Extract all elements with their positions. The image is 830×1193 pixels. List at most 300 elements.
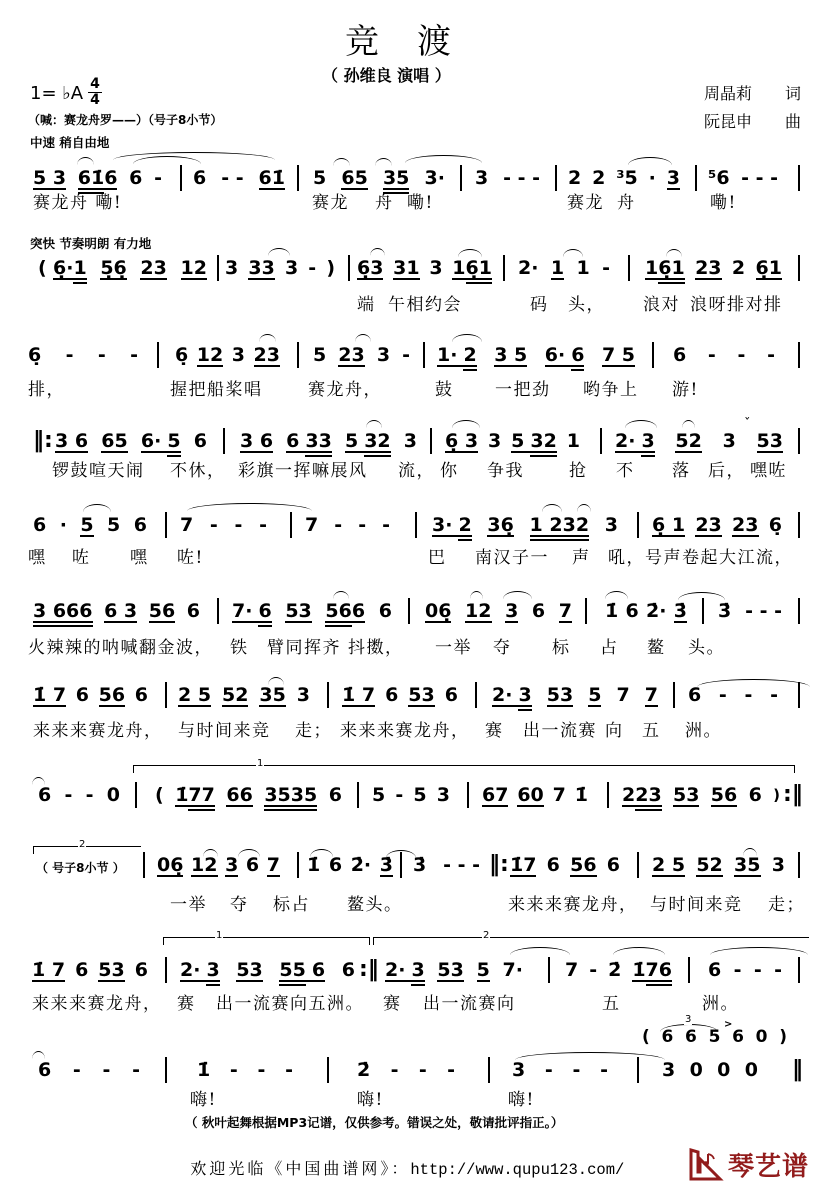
note: 5: [107, 514, 121, 536]
measure: [688, 685, 778, 715]
lyric: 走；: [295, 721, 332, 741]
lyric: 彩旗一挥嘛展风: [238, 461, 368, 481]
lyric: 五: [602, 994, 621, 1014]
note: 2̇: [357, 1059, 371, 1081]
note-group: 55: [279, 959, 306, 981]
rest: 0: [755, 1027, 768, 1047]
note-group: 60: [517, 784, 544, 806]
note: 3: [518, 684, 532, 706]
slur: [77, 157, 94, 165]
note: 7: [552, 784, 566, 806]
note: 2·: [492, 684, 513, 706]
lyric: 来来来赛龙舟，: [33, 721, 163, 741]
barline: [165, 1057, 167, 1083]
barline: [798, 342, 800, 368]
note-group: 3535: [264, 784, 318, 806]
note-group: 53: [673, 784, 700, 806]
note: 2·: [385, 959, 406, 981]
volta-number: 1: [216, 930, 223, 941]
measure: [307, 855, 393, 885]
measure: [482, 785, 588, 815]
lyric: 嗨!: [357, 1090, 384, 1110]
measure: [445, 431, 580, 461]
slur: [470, 591, 483, 599]
note-group: 53: [437, 959, 464, 981]
note-group: 52: [221, 684, 249, 706]
lyric: 头，: [568, 295, 605, 315]
barline: [327, 1057, 329, 1083]
note: 2̇·: [646, 600, 667, 622]
note: 5: [344, 430, 359, 452]
note: 7·: [232, 600, 253, 622]
measure: [38, 1060, 140, 1090]
close-parenthesis: ): [779, 1027, 787, 1047]
note: 7: [305, 514, 319, 536]
lyric: 抖擞，: [348, 638, 404, 658]
lyric: 浪对: [643, 295, 680, 315]
dash: -: [770, 684, 778, 706]
trumpet-call-note: （ 号子8小节 ）: [36, 861, 125, 875]
note: 3: [641, 430, 655, 452]
dash: -: [733, 959, 742, 981]
note: 6: [531, 600, 546, 622]
note-group: 6 3: [104, 600, 138, 622]
measure: [33, 601, 200, 631]
note-group: 12: [465, 600, 492, 622]
close-parenthesis: ): [773, 786, 780, 804]
note: 1: [73, 257, 87, 279]
dash: -: [572, 1059, 581, 1081]
barline: [637, 1057, 639, 1083]
lyric: 与时间来竞: [178, 721, 271, 741]
lyric: 嘞!: [407, 193, 434, 213]
note: 2: [568, 167, 582, 189]
note: 2: [458, 514, 472, 536]
note: 1̇: [307, 854, 321, 876]
open-parenthesis: (: [38, 257, 47, 279]
lyric: 嘿: [130, 548, 149, 568]
transcriber-note: （ 秋叶起舞根据MP3记谱，仅供参考。错误之处，敬请批评指正。）: [185, 1115, 564, 1130]
lyric: 咗: [72, 548, 91, 568]
lyric: 赛龙: [567, 193, 604, 213]
measure: [372, 785, 450, 815]
slur: [83, 504, 111, 512]
barline: [503, 255, 505, 281]
barline: [165, 682, 167, 708]
slur: [510, 947, 570, 955]
note-group: 1̇7: [510, 854, 537, 876]
site-url: http://www.qupu123.com/: [410, 1161, 625, 1179]
lyrics-line-2: [0, 296, 830, 316]
note-group: 53: [756, 430, 783, 452]
measure: [53, 258, 207, 288]
note-group: 23: [732, 514, 759, 536]
note: 3: [475, 167, 489, 189]
note: 2·: [615, 430, 636, 452]
note: 3: [231, 344, 245, 366]
volta-number: 2: [79, 839, 86, 850]
note-group: 36̣: [487, 514, 514, 536]
tie-end: [32, 1051, 45, 1059]
note-group: 76: [645, 959, 672, 981]
note-group: 35: [734, 854, 761, 876]
lyric: 来来来赛龙舟，: [508, 895, 638, 915]
breath-mark: ˇ: [744, 417, 751, 432]
dot: ·: [648, 167, 656, 189]
barline: [488, 1057, 490, 1083]
measure: [240, 431, 417, 461]
accent-mark: >: [724, 1019, 733, 1030]
note-group: [325, 601, 365, 623]
tuplet-number: 3: [685, 1014, 692, 1025]
note-group: [345, 431, 391, 453]
dot: ·: [59, 514, 67, 536]
barline: [460, 165, 462, 191]
note: 5: [80, 514, 94, 536]
dash: -: [234, 514, 243, 536]
measure: [305, 515, 390, 545]
measure: [225, 258, 335, 288]
tie: [710, 947, 808, 955]
lyric: 标: [552, 638, 571, 658]
note: 2: [463, 344, 477, 366]
measure: [180, 515, 267, 545]
measure: [708, 960, 782, 990]
barline: [798, 165, 800, 191]
note: 6: [378, 600, 392, 622]
measure: [615, 431, 783, 461]
rest: 0: [689, 1059, 703, 1081]
note-group: 1̇ 7: [32, 959, 66, 981]
dash: -: [447, 1059, 455, 1081]
volta-number: 2: [483, 930, 490, 941]
note: 6: [38, 1059, 52, 1081]
note: 6̣: [28, 344, 42, 366]
barline: [223, 428, 225, 454]
barline: [157, 342, 159, 368]
dash: -: [753, 959, 762, 981]
lyric: 南汉子一: [475, 548, 549, 568]
note: 3: [436, 784, 450, 806]
lyric: 锣鼓喧天闹: [52, 461, 145, 481]
note: 6: [708, 959, 722, 981]
dash: -: [602, 257, 610, 279]
lyric: 码: [530, 295, 549, 315]
note: 3: [666, 167, 680, 189]
measure: [32, 960, 148, 990]
lyrics-line-1: [0, 194, 830, 214]
lyric: 不: [616, 461, 635, 481]
rest: 0: [717, 1059, 731, 1081]
composer-name: 阮昆申: [704, 112, 753, 131]
note: 2: [622, 784, 636, 806]
note: 6: [134, 959, 148, 981]
repeat-end: :‖: [359, 957, 379, 982]
note-group: [78, 168, 118, 190]
note: 5: [313, 344, 327, 366]
volta-number: 1: [257, 758, 264, 769]
note-group: 56: [710, 784, 738, 806]
note-group: 6̣1: [658, 257, 685, 279]
lyric: 一把劲: [495, 380, 551, 400]
note-group: 35: [259, 684, 286, 706]
note: 3·: [424, 167, 445, 189]
lyric: 落: [672, 461, 691, 481]
note-group: [645, 258, 685, 280]
time-signature: [88, 78, 102, 107]
barline: [695, 165, 697, 191]
note: 6: [33, 514, 47, 536]
lyric: 浪呀排对排: [690, 295, 783, 315]
staff-line-2: [0, 258, 830, 288]
note: 6: [732, 1027, 744, 1047]
note-group: 32: [530, 430, 557, 452]
rest: 0: [106, 784, 120, 806]
note: 1̇: [605, 600, 619, 622]
lyric: 一举: [435, 638, 472, 658]
note: 6: [571, 344, 585, 366]
note: 5: [708, 1027, 721, 1047]
note-group: 23: [338, 344, 365, 366]
slur: [542, 504, 562, 512]
note-group: 33: [305, 430, 332, 452]
lyrics-line-5: [0, 549, 830, 569]
note-group: [141, 431, 181, 453]
measure: [313, 345, 410, 375]
staff-line-5: [0, 515, 830, 545]
measure: [28, 345, 138, 375]
dash: -: [600, 1059, 608, 1081]
close-parenthesis: ): [326, 257, 335, 279]
barline: [475, 682, 477, 708]
lyric: 吼，号声卷起大江流，: [608, 548, 793, 568]
note: 6: [351, 600, 366, 622]
note-group: 65: [341, 167, 368, 189]
measure: [718, 601, 782, 631]
measure: [652, 855, 785, 885]
dash: - - -: [741, 167, 778, 189]
lyric: 夺: [230, 895, 249, 915]
site-welcome: [170, 1137, 624, 1193]
dash: -: [737, 344, 746, 366]
lyric: 占: [600, 638, 619, 658]
slur: [563, 249, 583, 257]
staff-line-6: [0, 601, 830, 631]
note-group: 6̣3: [357, 257, 384, 279]
note-group: 3 6: [55, 430, 89, 452]
note-group: 7 5: [601, 344, 635, 366]
dash: -: [154, 167, 162, 189]
note-group: [432, 515, 472, 537]
note: 6: [673, 344, 687, 366]
note-group: 1̇ 7: [342, 684, 376, 706]
note-group: [622, 785, 662, 807]
dash: -: [395, 784, 404, 806]
note: 6: [688, 684, 702, 706]
lyric: 后，: [708, 461, 745, 481]
note: 6: [625, 600, 639, 622]
dash: -: [382, 514, 390, 536]
volta-bracket-first: [163, 930, 370, 945]
barline: [798, 957, 800, 983]
time-numerator: 4: [90, 76, 100, 92]
lyricist-name: 周晶莉: [704, 84, 753, 103]
note: 6: [286, 430, 300, 452]
slur: [682, 420, 695, 428]
note: 6: [748, 784, 762, 806]
note: 1̇: [632, 959, 646, 981]
note: 6: [444, 684, 458, 706]
dash: -: [285, 1059, 293, 1081]
note: 5: [313, 167, 327, 189]
dash: -: [64, 784, 73, 806]
lyric: 舟: [617, 193, 636, 213]
note: 6: [104, 167, 118, 189]
dash: -: [774, 959, 782, 981]
dash: -: [707, 344, 716, 366]
lyric: 嘿: [28, 548, 47, 568]
lyric: 鳌头。: [347, 895, 403, 915]
note-group: 23: [253, 344, 280, 366]
lyric: 赛: [383, 994, 402, 1014]
note-group: 23: [635, 784, 662, 806]
lyric: 洲。: [685, 721, 722, 741]
slur: [625, 420, 657, 428]
lyric: 不休，: [170, 461, 226, 481]
composer-role: 曲: [785, 112, 802, 131]
measure: [565, 960, 672, 990]
dash: -: [308, 257, 317, 279]
note: 2̇·: [350, 854, 372, 876]
tie: [187, 503, 312, 511]
tempo-marking-intro: 中速 稍自由地: [30, 135, 110, 150]
measure: [55, 431, 207, 461]
note-group: 56: [570, 854, 597, 876]
lyric: 向: [605, 721, 624, 741]
tie: [515, 1052, 665, 1060]
note: 6: [186, 600, 200, 622]
note: 7: [180, 514, 194, 536]
note-group: 53: [408, 684, 435, 706]
lyric: 火辣辣的呐喊翻金波，: [28, 638, 213, 658]
barline: [798, 255, 800, 281]
staff-line-8: [0, 782, 830, 815]
barline: [135, 782, 137, 808]
slur: [452, 420, 480, 428]
lyric: 出一流赛向: [423, 994, 516, 1014]
lyrics-line-7: [0, 722, 830, 742]
note: 3: [411, 959, 425, 981]
note: 3̇: [379, 854, 393, 876]
note: 3: [771, 854, 785, 876]
lyrics-line-9: [0, 896, 830, 916]
note: 6: [311, 959, 326, 981]
note: 3: [512, 1059, 526, 1081]
note-group: 5 3: [33, 167, 67, 189]
lyrics-line-11: [0, 1091, 830, 1111]
barline: [637, 852, 639, 878]
barline: [555, 165, 557, 191]
note-group: 3 5: [494, 344, 528, 366]
repeat-end: :‖: [783, 782, 803, 807]
note-group: [279, 960, 325, 982]
barline: [430, 428, 432, 454]
dash: -: [744, 684, 753, 706]
barline: [327, 682, 329, 708]
slur: [259, 334, 276, 342]
note: 2̇: [608, 959, 622, 981]
measure: [605, 601, 687, 631]
note-group: 2 5: [178, 684, 212, 706]
note-group: 61̇: [77, 167, 105, 189]
note-group: [437, 345, 477, 367]
note: 6: [133, 514, 147, 536]
note: 6: [193, 167, 207, 189]
performer: （ 孙维良 演唱 ）: [322, 66, 451, 85]
note: 5: [511, 430, 525, 452]
grace-note: ⁵6: [708, 167, 730, 189]
note-group: 65: [101, 430, 128, 452]
dash: -: [589, 959, 598, 981]
barline: [180, 165, 182, 191]
lyric: 抢: [569, 461, 588, 481]
note-group: [53, 258, 87, 280]
lyric: 来来来赛龙舟，: [340, 721, 470, 741]
note-group: 6̣ 3: [445, 430, 479, 452]
measure: [155, 785, 342, 815]
lyric: 嘞!: [710, 193, 737, 213]
measure: [645, 258, 782, 288]
volta-bracket-second: [373, 930, 809, 945]
dash: -: [390, 1059, 399, 1081]
dash: -: [85, 784, 94, 806]
dash: -: [334, 514, 343, 536]
note: 2·: [518, 257, 539, 279]
note: 1̇: [197, 1059, 211, 1081]
note: 3·: [432, 514, 453, 536]
measure: [510, 855, 620, 885]
lyric: 标占: [273, 895, 310, 915]
note: 6: [258, 600, 272, 622]
measure: [622, 785, 780, 815]
note-group: 6̣ 1: [652, 514, 686, 536]
slur: [628, 157, 672, 165]
note: 5: [588, 684, 602, 706]
barline: [415, 512, 417, 538]
slur: [355, 334, 371, 342]
note: 1̇: [574, 784, 588, 806]
barline: [290, 512, 292, 538]
note: 6·: [544, 344, 566, 366]
note: 6: [606, 854, 620, 876]
dash: -: [418, 1059, 427, 1081]
note-group: 52: [696, 854, 723, 876]
lyric: 头。: [688, 638, 725, 658]
lyric: 舟: [375, 193, 394, 213]
lyric: 游!: [672, 380, 699, 400]
dash: - -: [221, 167, 244, 189]
final-barline: ‖: [792, 1057, 803, 1082]
barline: [357, 782, 359, 808]
note-group: [511, 431, 557, 453]
note: 3̇: [718, 600, 732, 622]
note-group: 56: [325, 600, 352, 622]
note-group: 1̇ 7: [33, 684, 67, 706]
dash: - - -: [503, 167, 540, 189]
note-group: 12: [180, 257, 207, 279]
barline: [297, 342, 299, 368]
lyricist-role: 词: [785, 84, 802, 103]
